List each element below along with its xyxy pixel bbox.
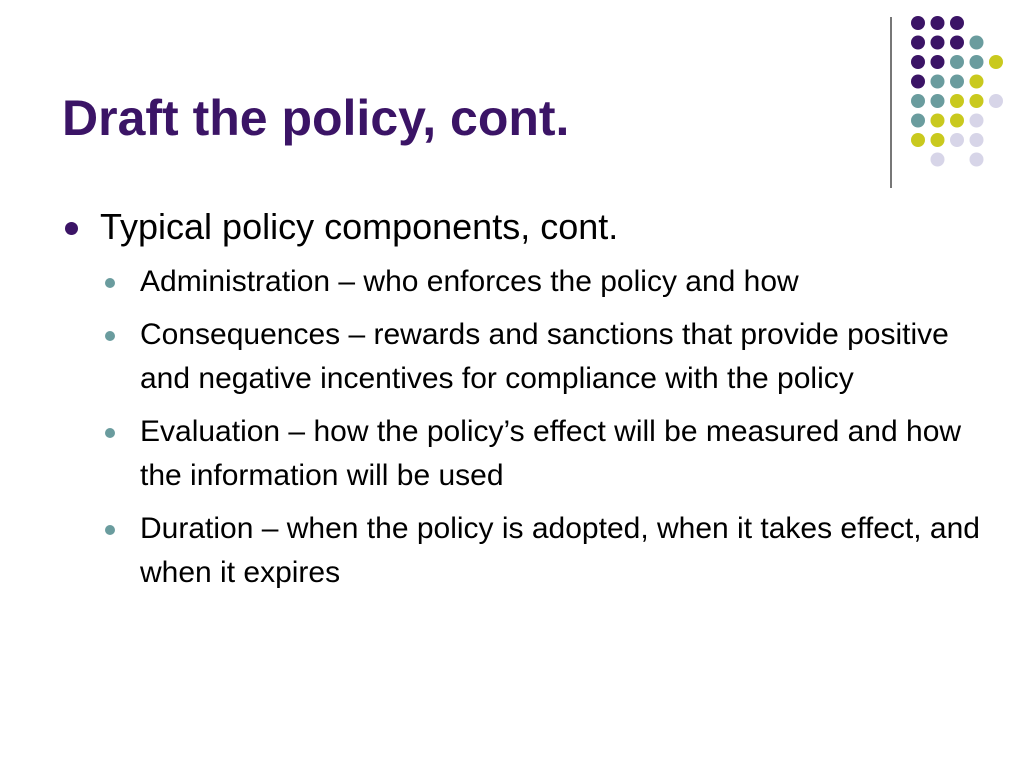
- sub-bullet-administration: [62, 260, 992, 304]
- decor-dot: [970, 153, 984, 167]
- slide-title: Draft the policy, cont.: [62, 90, 570, 146]
- decor-dot: [931, 133, 945, 147]
- decor-dot: [931, 75, 945, 89]
- bullet-dot-icon: [105, 525, 115, 535]
- decor-dot: [931, 114, 945, 128]
- decor-dot: [950, 36, 964, 50]
- sub-bullet-text: Administration – who enforces the policy and how: [140, 265, 799, 298]
- decor-dot: [911, 114, 925, 128]
- decor-dot: [931, 36, 945, 50]
- sub-bullet-text: Consequences – rewards and sanctions that provide positive and negative incentives for compliance with the policy: [140, 318, 949, 395]
- decor-dot: [950, 114, 964, 128]
- bullet-main: [62, 200, 992, 254]
- decor-dot: [950, 75, 964, 89]
- decor-dot: [970, 36, 984, 50]
- bullet-main-text: Typical policy components, cont.: [100, 206, 619, 247]
- decor-dot: [950, 94, 964, 108]
- decor-dot: [911, 75, 925, 89]
- bullet-dot-icon: [105, 331, 115, 341]
- decor-dot: [931, 16, 945, 30]
- decor-dot: [911, 94, 925, 108]
- bullet-dot-icon: [105, 428, 115, 438]
- decor-dot: [970, 133, 984, 147]
- decor-dot: [931, 94, 945, 108]
- bullet-dot-icon: [105, 278, 115, 288]
- decor-dot: [911, 36, 925, 50]
- decor-dot: [989, 94, 1003, 108]
- decor-dot: [911, 55, 925, 69]
- sub-bullet-text: Duration – when the policy is adopted, when it takes effect, and when it expires: [140, 512, 980, 589]
- bullet-dot-icon: [65, 222, 78, 235]
- decor-dot: [950, 55, 964, 69]
- divider-line: [890, 17, 892, 188]
- decor-dot: [931, 55, 945, 69]
- sub-bullet-text: Evaluation – how the policy’s effect will be measured and how the information will be used: [140, 415, 962, 492]
- decor-dot: [989, 55, 1003, 69]
- decor-dot: [950, 16, 964, 30]
- decor-dot: [931, 153, 945, 167]
- decor-dot: [911, 16, 925, 30]
- sub-bullet-duration: [62, 507, 992, 595]
- decor-dot: [950, 133, 964, 147]
- slide-body: [62, 200, 992, 604]
- decor-dot: [970, 55, 984, 69]
- decor-dot: [911, 133, 925, 147]
- decor-dot: [970, 94, 984, 108]
- decor-dot: [970, 114, 984, 128]
- decor-dot: [970, 75, 984, 89]
- sub-bullet-consequences: [62, 313, 992, 401]
- sub-bullet-evaluation: [62, 410, 992, 498]
